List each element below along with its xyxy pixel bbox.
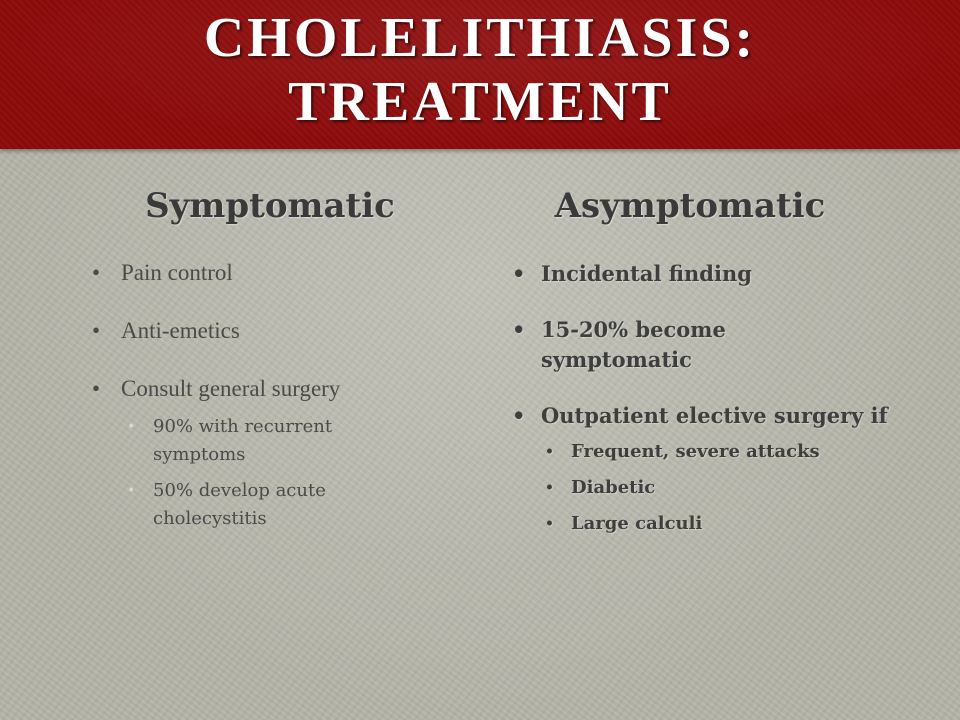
item-label: Anti-emetics [121, 318, 240, 343]
list-item [512, 259, 912, 289]
list-item [92, 259, 422, 287]
item-label: 15-20% become symptomatic [541, 317, 726, 372]
sub-list-item: • Diabetic [545, 475, 912, 501]
item-label: Outpatient elective surgery if [541, 403, 888, 428]
title-line-2: TREATMENT [288, 71, 672, 133]
sub-list [125, 413, 422, 533]
list-item [512, 401, 912, 537]
symptomatic-list [92, 259, 422, 563]
sub-list-item: • Frequent, severe attacks [545, 439, 912, 465]
item-label: Incidental finding [541, 261, 752, 286]
sub-list-item: • 50% develop acute cholecystitis [125, 477, 383, 533]
symptomatic-heading: Symptomatic [145, 186, 395, 226]
item-label: Pain control [121, 260, 233, 285]
sub-list-item: • 90% with recurrent symptoms [125, 413, 383, 469]
sub-list [545, 439, 912, 537]
asymptomatic-list [512, 259, 912, 563]
title-bar [0, 0, 960, 149]
slide-title [0, 6, 960, 134]
list-item [512, 315, 751, 375]
asymptomatic-heading: Asymptomatic [554, 186, 826, 226]
list-item [92, 375, 422, 533]
item-label: Consult general surgery [121, 376, 341, 401]
list-item [92, 317, 422, 345]
sub-list-item: • Large calculi [545, 511, 912, 537]
title-line-1: CHOLELITHIASIS: [203, 7, 757, 69]
